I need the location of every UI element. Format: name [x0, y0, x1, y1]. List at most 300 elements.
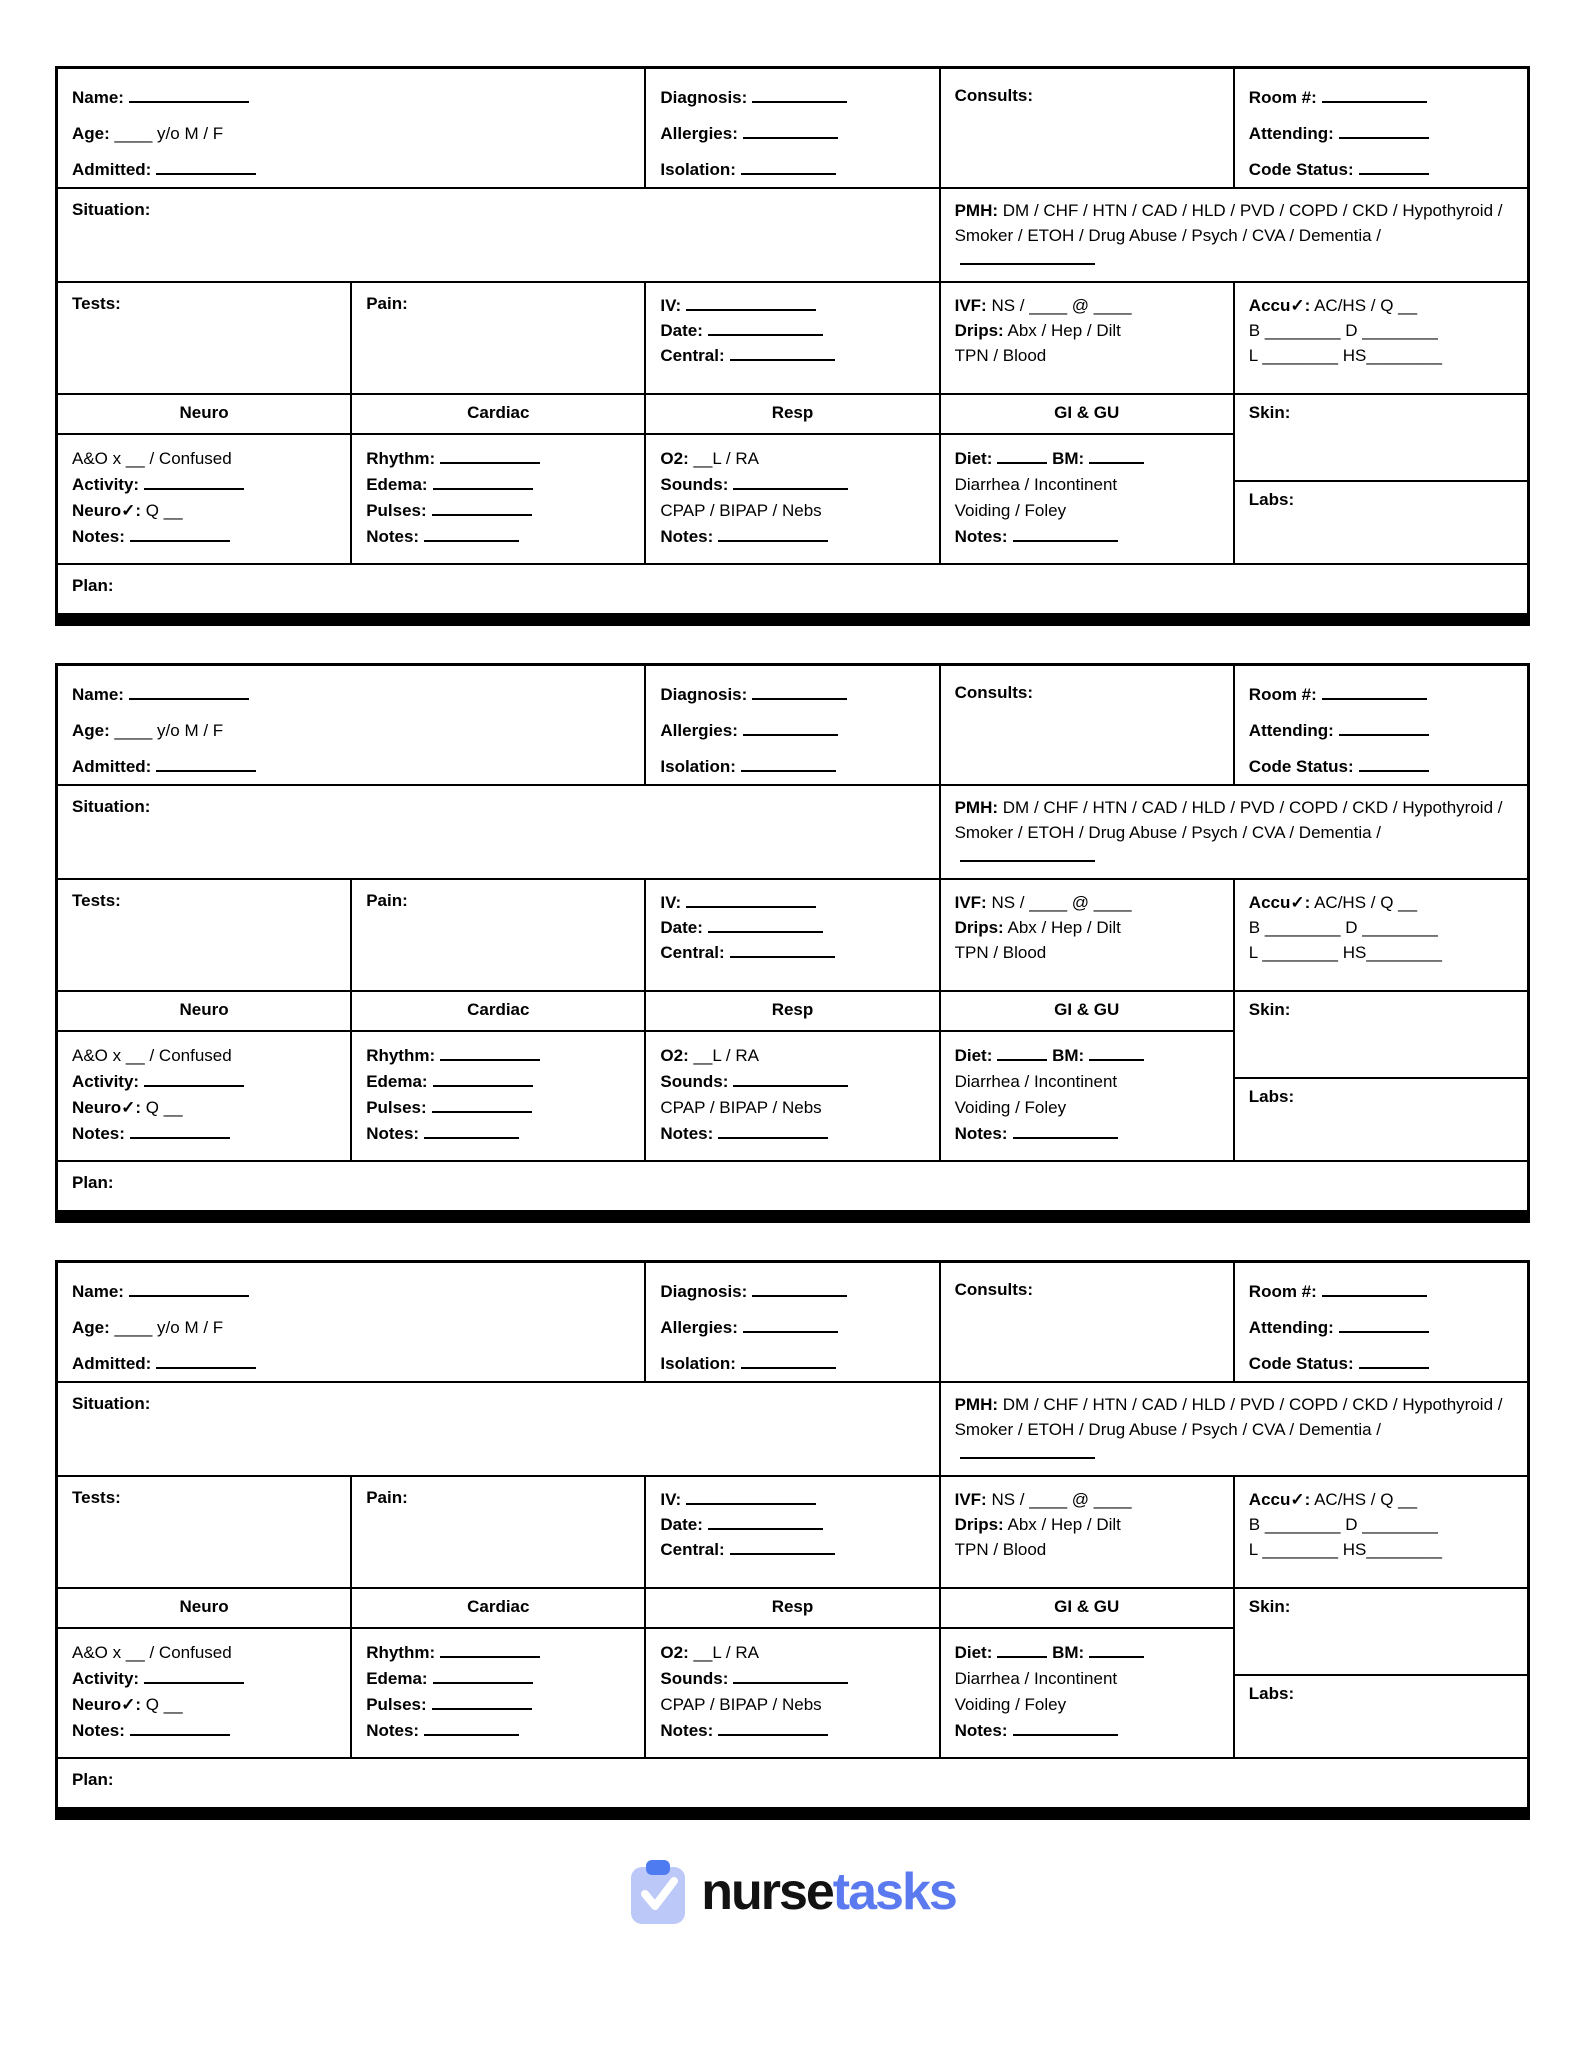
attending-label: Attending: — [1248, 720, 1334, 740]
resp-body-cell — [646, 435, 938, 563]
cardiac-notes-blank-line — [424, 1723, 519, 1736]
neuro-section-header: Neuro — [58, 992, 350, 1030]
accucheck-line — [1249, 295, 1513, 318]
diet-bm-line — [955, 1642, 1219, 1665]
skin-labs-cell — [1235, 395, 1527, 563]
tests-cell — [58, 1477, 350, 1587]
isolation-line — [660, 756, 924, 779]
iv-central-label: Central: — [660, 345, 725, 365]
admitted-line — [72, 756, 630, 779]
iv-central-blank-line — [730, 1542, 835, 1555]
iv-label: IV: — [660, 296, 682, 315]
edema-line — [366, 474, 630, 497]
accucheck-bd-text: B ________ D ________ — [1248, 917, 1438, 937]
iv-date-label: Date: — [660, 917, 703, 937]
attending-line — [1249, 720, 1513, 743]
iv-label: IV: — [660, 1490, 682, 1509]
iv-date-label: Date: — [660, 1514, 703, 1534]
pmh-history-options: DM / CHF / HTN / CAD / HLD / PVD / COPD / CKD / Hypothyroid / Smoker / ETOH / Drug Abuse / Psych / CVA / Dementia / — [954, 1395, 1503, 1439]
rhythm-line — [366, 1642, 630, 1665]
cardiac-notes-label: Notes: — [366, 526, 420, 546]
iv-label: IV: — [660, 893, 682, 912]
skin-labs-cell — [1235, 992, 1527, 1160]
consults-cell — [941, 69, 1233, 187]
rhythm-label: Rhythm: — [366, 1643, 436, 1662]
neuro-notes-label: Notes: — [72, 1720, 125, 1740]
diagnosis-blank-line — [752, 90, 847, 103]
skin-labs-cell — [1235, 1589, 1527, 1757]
accucheck-label: Accu✓: — [1248, 296, 1311, 315]
o2-line — [660, 1642, 924, 1665]
diagnosis-label: Diagnosis: — [660, 1282, 748, 1301]
bm-blank-line — [1089, 451, 1144, 464]
neuro-notes-blank-line — [130, 529, 230, 542]
pain-cell — [352, 880, 644, 990]
diet-blank-line — [997, 451, 1047, 464]
room-blank-line — [1322, 90, 1427, 103]
sounds-label: Sounds: — [660, 474, 729, 494]
room-number-label: Room #: — [1248, 685, 1317, 704]
gigu-notes-blank-line — [1013, 529, 1118, 542]
neuro-body-cell — [58, 1032, 350, 1160]
name-blank-line — [129, 687, 249, 700]
code-status-label: Code Status: — [1248, 1353, 1354, 1373]
neuro-notes-line — [72, 1720, 336, 1743]
room-blank-line — [1322, 687, 1427, 700]
ivf-line — [955, 295, 1219, 318]
drips-label: Drips: — [954, 320, 1004, 340]
situation-cell — [58, 786, 939, 878]
room-info-cell — [1235, 666, 1527, 784]
labs-box — [1235, 482, 1527, 563]
admitted-line — [72, 159, 630, 182]
resp-body-cell — [646, 1629, 938, 1757]
iv-cell — [646, 283, 938, 393]
consults-label: Consults: — [954, 683, 1033, 702]
accucheck-bd-text: B ________ D ________ — [1248, 1514, 1438, 1534]
edema-line — [366, 1668, 630, 1691]
isolation-label: Isolation: — [660, 1353, 736, 1373]
o2-label: O2: — [660, 449, 689, 468]
accucheck-cell — [1235, 283, 1527, 393]
accucheck-line — [1249, 892, 1513, 915]
neuro-body-cell — [58, 435, 350, 563]
neuro-check-text: Q __ — [145, 500, 183, 520]
plan-label: Plan: — [72, 1173, 114, 1192]
name-blank-line — [129, 1284, 249, 1297]
o2-text: __L / RA — [693, 1643, 759, 1662]
code-status-line — [1249, 1353, 1513, 1376]
diet-label: Diet: — [954, 1643, 993, 1662]
pulses-line — [366, 1694, 630, 1717]
o2-text: __L / RA — [693, 449, 759, 468]
o2-label: O2: — [660, 1046, 689, 1065]
rhythm-blank-line — [440, 1645, 540, 1658]
name-label: Name: — [72, 88, 124, 107]
bm-blank-line — [1089, 1048, 1144, 1061]
resp-section-header: Resp — [646, 992, 938, 1030]
rhythm-label: Rhythm: — [366, 1046, 436, 1065]
pulses-label: Pulses: — [366, 500, 427, 520]
diarrhea-line — [955, 474, 1219, 497]
o2-text: __L / RA — [693, 1046, 759, 1065]
age-line — [72, 720, 630, 743]
voiding-line — [955, 1694, 1219, 1717]
code-status-blank-line — [1359, 759, 1429, 772]
o2-label: O2: — [660, 1643, 689, 1662]
name-label: Name: — [72, 1282, 124, 1301]
tpn-blood-line — [955, 942, 1219, 965]
gigu-notes-label: Notes: — [954, 526, 1008, 546]
neuro-check-label: Neuro✓: — [72, 500, 142, 520]
admitted-label: Admitted: — [72, 159, 152, 179]
diarrhea-line — [955, 1668, 1219, 1691]
sounds-label: Sounds: — [660, 1668, 729, 1688]
iv-central-label: Central: — [660, 942, 725, 962]
isolation-blank-line — [741, 1356, 836, 1369]
diagnosis-line — [660, 684, 924, 707]
ivf-line — [955, 892, 1219, 915]
iv-central-line — [660, 942, 924, 965]
allergies-line — [660, 123, 924, 146]
cpap-options-text: CPAP / BIPAP / Nebs — [660, 1097, 822, 1117]
iv-central-blank-line — [730, 348, 835, 361]
room-line — [1249, 87, 1513, 110]
cpap-line — [660, 1097, 924, 1120]
ivf-fluids-text: NS / ____ @ ____ — [991, 1490, 1132, 1509]
rhythm-blank-line — [440, 451, 540, 464]
allergies-blank-line — [743, 126, 838, 139]
gigu-notes-line — [955, 1720, 1219, 1743]
situation-label: Situation: — [72, 797, 151, 816]
pain-cell — [352, 1477, 644, 1587]
orientation-text: A&O x __ / Confused — [72, 449, 232, 468]
sounds-line — [660, 474, 924, 497]
age-label: Age: — [72, 1317, 110, 1337]
accucheck-bd-line — [1249, 917, 1513, 940]
edema-label: Edema: — [366, 474, 428, 494]
pmh-blank-line — [960, 849, 1095, 862]
pain-label: Pain: — [366, 294, 408, 313]
ivf-fluids-text: NS / ____ @ ____ — [991, 296, 1132, 315]
resp-section-header: Resp — [646, 1589, 938, 1627]
iv-blank-line — [686, 298, 816, 311]
activity-line — [72, 1668, 336, 1691]
situation-label: Situation: — [72, 200, 151, 219]
accucheck-label: Accu✓: — [1248, 1490, 1311, 1509]
drips-label: Drips: — [954, 1514, 1004, 1534]
resp-section-header: Resp — [646, 395, 938, 433]
rhythm-label: Rhythm: — [366, 449, 436, 468]
gigu-notes-line — [955, 526, 1219, 549]
diet-bm-line — [955, 1045, 1219, 1068]
diagnosis-cell — [646, 666, 938, 784]
name-line — [72, 87, 630, 110]
pmh-cell — [941, 786, 1527, 878]
room-line — [1249, 1281, 1513, 1304]
cardiac-notes-line — [366, 1720, 630, 1743]
resp-notes-line — [660, 526, 924, 549]
skin-box — [1235, 395, 1527, 482]
nursetasks-logo — [55, 1860, 1530, 1924]
iv-central-blank-line — [730, 945, 835, 958]
name-line — [72, 684, 630, 707]
tests-label: Tests: — [72, 1488, 121, 1507]
activity-line — [72, 1071, 336, 1094]
rhythm-blank-line — [440, 1048, 540, 1061]
o2-line — [660, 448, 924, 471]
pulses-blank-line — [432, 503, 532, 516]
drips-label: Drips: — [954, 917, 1004, 937]
isolation-line — [660, 1353, 924, 1376]
neuro-notes-line — [72, 1123, 336, 1146]
accucheck-lhs-line — [1249, 942, 1513, 965]
neuro-check-line — [72, 500, 336, 523]
patient-cards-container — [55, 66, 1530, 1820]
age-label: Age: — [72, 720, 110, 740]
patient-report-card — [55, 1260, 1530, 1820]
cardiac-notes-blank-line — [424, 1126, 519, 1139]
situation-cell — [58, 189, 939, 281]
pulses-label: Pulses: — [366, 1694, 427, 1714]
room-info-cell — [1235, 1263, 1527, 1381]
code-status-label: Code Status: — [1248, 756, 1354, 776]
resp-body-cell — [646, 1032, 938, 1160]
age-line — [72, 1317, 630, 1340]
tests-label: Tests: — [72, 891, 121, 910]
neuro-notes-blank-line — [130, 1126, 230, 1139]
edema-blank-line — [433, 1074, 533, 1087]
ivf-fluids-text: NS / ____ @ ____ — [991, 893, 1132, 912]
cardiac-body-cell — [352, 1032, 644, 1160]
pmh-history-options: DM / CHF / HTN / CAD / HLD / PVD / COPD / CKD / Hypothyroid / Smoker / ETOH / Drug Abuse / Psych / CVA / Dementia / — [954, 201, 1503, 245]
iv-date-line — [660, 320, 924, 343]
situation-label: Situation: — [72, 1394, 151, 1413]
iv-date-label: Date: — [660, 320, 703, 340]
gigu-body-cell — [941, 435, 1233, 563]
iv-date-blank-line — [708, 920, 823, 933]
neuro-check-line — [72, 1097, 336, 1120]
voiding-options-text: Voiding / Foley — [954, 1097, 1067, 1117]
isolation-label: Isolation: — [660, 159, 736, 179]
room-blank-line — [1322, 1284, 1427, 1297]
accucheck-bd-line — [1249, 320, 1513, 343]
iv-cell — [646, 880, 938, 990]
cpap-line — [660, 1694, 924, 1717]
iv-date-line — [660, 917, 924, 940]
attending-blank-line — [1339, 126, 1429, 139]
activity-blank-line — [144, 477, 244, 490]
consults-label: Consults: — [954, 86, 1033, 105]
cardiac-notes-label: Notes: — [366, 1720, 420, 1740]
consults-label: Consults: — [954, 1280, 1033, 1299]
cpap-line — [660, 500, 924, 523]
allergies-line — [660, 1317, 924, 1340]
allergies-label: Allergies: — [660, 720, 738, 740]
ivf-cell — [941, 1477, 1233, 1587]
plan-cell — [58, 1759, 1527, 1807]
ivf-line — [955, 1489, 1219, 1512]
accucheck-schedule-text: AC/HS / Q __ — [1314, 1490, 1418, 1509]
ivf-cell — [941, 880, 1233, 990]
ivf-cell — [941, 283, 1233, 393]
age-label: Age: — [72, 123, 110, 143]
logo-text-tasks: tasks — [832, 1863, 956, 1921]
edema-blank-line — [433, 1671, 533, 1684]
iv-central-line — [660, 1539, 924, 1562]
activity-blank-line — [144, 1074, 244, 1087]
accucheck-lhs-line — [1249, 345, 1513, 368]
activity-line — [72, 474, 336, 497]
pulses-blank-line — [432, 1697, 532, 1710]
attending-label: Attending: — [1248, 1317, 1334, 1337]
pmh-label: PMH: — [954, 1395, 999, 1414]
pmh-label: PMH: — [954, 798, 999, 817]
edema-line — [366, 1071, 630, 1094]
accucheck-cell — [1235, 880, 1527, 990]
accucheck-label: Accu✓: — [1248, 893, 1311, 912]
resp-notes-label: Notes: — [660, 1123, 714, 1143]
iv-line — [660, 892, 924, 915]
diagnosis-label: Diagnosis: — [660, 88, 748, 107]
gigu-notes-blank-line — [1013, 1723, 1118, 1736]
neuro-check-label: Neuro✓: — [72, 1097, 142, 1117]
drips-line — [955, 1514, 1219, 1537]
cardiac-section-header: Cardiac — [352, 992, 644, 1030]
attending-line — [1249, 1317, 1513, 1340]
iv-blank-line — [686, 895, 816, 908]
attending-label: Attending: — [1248, 123, 1334, 143]
pain-label: Pain: — [366, 891, 408, 910]
admitted-line — [72, 1353, 630, 1376]
drips-options-text: Abx / Hep / Dilt — [1007, 320, 1121, 340]
iv-central-line — [660, 345, 924, 368]
voiding-line — [955, 1097, 1219, 1120]
neuro-notes-blank-line — [130, 1723, 230, 1736]
cardiac-section-header: Cardiac — [352, 395, 644, 433]
code-status-blank-line — [1359, 162, 1429, 175]
neuro-notes-label: Notes: — [72, 1123, 125, 1143]
ivf-label: IVF: — [954, 1490, 987, 1509]
labs-label: Labs: — [1248, 1683, 1295, 1703]
code-status-line — [1249, 159, 1513, 182]
pulses-label: Pulses: — [366, 1097, 427, 1117]
gigu-section-header: GI & GU — [941, 992, 1233, 1030]
pmh-text — [955, 798, 1503, 866]
patient-report-card — [55, 663, 1530, 1223]
ivf-label: IVF: — [954, 296, 987, 315]
patient-identity-cell — [58, 666, 644, 784]
diagnosis-label: Diagnosis: — [660, 685, 748, 704]
diet-label: Diet: — [954, 449, 993, 468]
attending-line — [1249, 123, 1513, 146]
iv-central-label: Central: — [660, 1539, 725, 1559]
iv-blank-line — [686, 1492, 816, 1505]
name-label: Name: — [72, 685, 124, 704]
bm-label: BM: — [1052, 449, 1085, 468]
labs-label: Labs: — [1248, 1086, 1295, 1106]
sounds-line — [660, 1668, 924, 1691]
diagnosis-line — [660, 87, 924, 110]
accucheck-lhs-line — [1249, 1539, 1513, 1562]
attending-blank-line — [1339, 723, 1429, 736]
tests-label: Tests: — [72, 294, 121, 313]
edema-label: Edema: — [366, 1668, 428, 1688]
rhythm-line — [366, 448, 630, 471]
cardiac-notes-line — [366, 526, 630, 549]
sounds-label: Sounds: — [660, 1071, 729, 1091]
situation-cell — [58, 1383, 939, 1475]
skin-label: Skin: — [1248, 1597, 1291, 1616]
admitted-blank-line — [156, 1356, 256, 1369]
skin-label: Skin: — [1248, 1000, 1291, 1019]
neuro-check-text: Q __ — [145, 1097, 183, 1117]
tests-cell — [58, 283, 350, 393]
tpn-blood-text: TPN / Blood — [954, 942, 1047, 962]
cardiac-body-cell — [352, 1629, 644, 1757]
pmh-label: PMH: — [954, 201, 999, 220]
age-options-text: ____ y/o M / F — [114, 123, 224, 143]
consults-cell — [941, 666, 1233, 784]
allergies-label: Allergies: — [660, 1317, 738, 1337]
orientation-text: A&O x __ / Confused — [72, 1046, 232, 1065]
neuro-check-label: Neuro✓: — [72, 1694, 142, 1714]
accucheck-cell — [1235, 1477, 1527, 1587]
orientation-line — [72, 448, 336, 471]
skin-box — [1235, 1589, 1527, 1676]
accucheck-schedule-text: AC/HS / Q __ — [1314, 893, 1418, 912]
code-status-line — [1249, 756, 1513, 779]
patient-identity-cell — [58, 69, 644, 187]
room-number-label: Room #: — [1248, 88, 1317, 107]
resp-notes-blank-line — [718, 1723, 828, 1736]
drips-options-text: Abx / Hep / Dilt — [1007, 1514, 1121, 1534]
accucheck-bd-line — [1249, 1514, 1513, 1537]
labs-box — [1235, 1676, 1527, 1757]
tpn-blood-line — [955, 1539, 1219, 1562]
orientation-line — [72, 1045, 336, 1068]
resp-notes-blank-line — [718, 1126, 828, 1139]
ivf-label: IVF: — [954, 893, 987, 912]
orientation-line — [72, 1642, 336, 1665]
diagnosis-line — [660, 1281, 924, 1304]
sounds-blank-line — [733, 1074, 848, 1087]
room-line — [1249, 684, 1513, 707]
gigu-notes-blank-line — [1013, 1126, 1118, 1139]
diet-label: Diet: — [954, 1046, 993, 1065]
sounds-blank-line — [733, 1671, 848, 1684]
pmh-cell — [941, 189, 1527, 281]
edema-blank-line — [433, 477, 533, 490]
iv-line — [660, 295, 924, 318]
neuro-check-text: Q __ — [145, 1694, 183, 1714]
cardiac-body-cell — [352, 435, 644, 563]
accucheck-lhs-text: L ________ HS________ — [1248, 942, 1442, 962]
plan-cell — [58, 565, 1527, 613]
gigu-notes-label: Notes: — [954, 1720, 1008, 1740]
accucheck-lhs-text: L ________ HS________ — [1248, 1539, 1442, 1559]
plan-label: Plan: — [72, 576, 114, 595]
drips-line — [955, 917, 1219, 940]
iv-date-line — [660, 1514, 924, 1537]
activity-blank-line — [144, 1671, 244, 1684]
neuro-section-header: Neuro — [58, 1589, 350, 1627]
o2-line — [660, 1045, 924, 1068]
allergies-line — [660, 720, 924, 743]
diet-blank-line — [997, 1048, 1047, 1061]
attending-blank-line — [1339, 1320, 1429, 1333]
drips-line — [955, 320, 1219, 343]
